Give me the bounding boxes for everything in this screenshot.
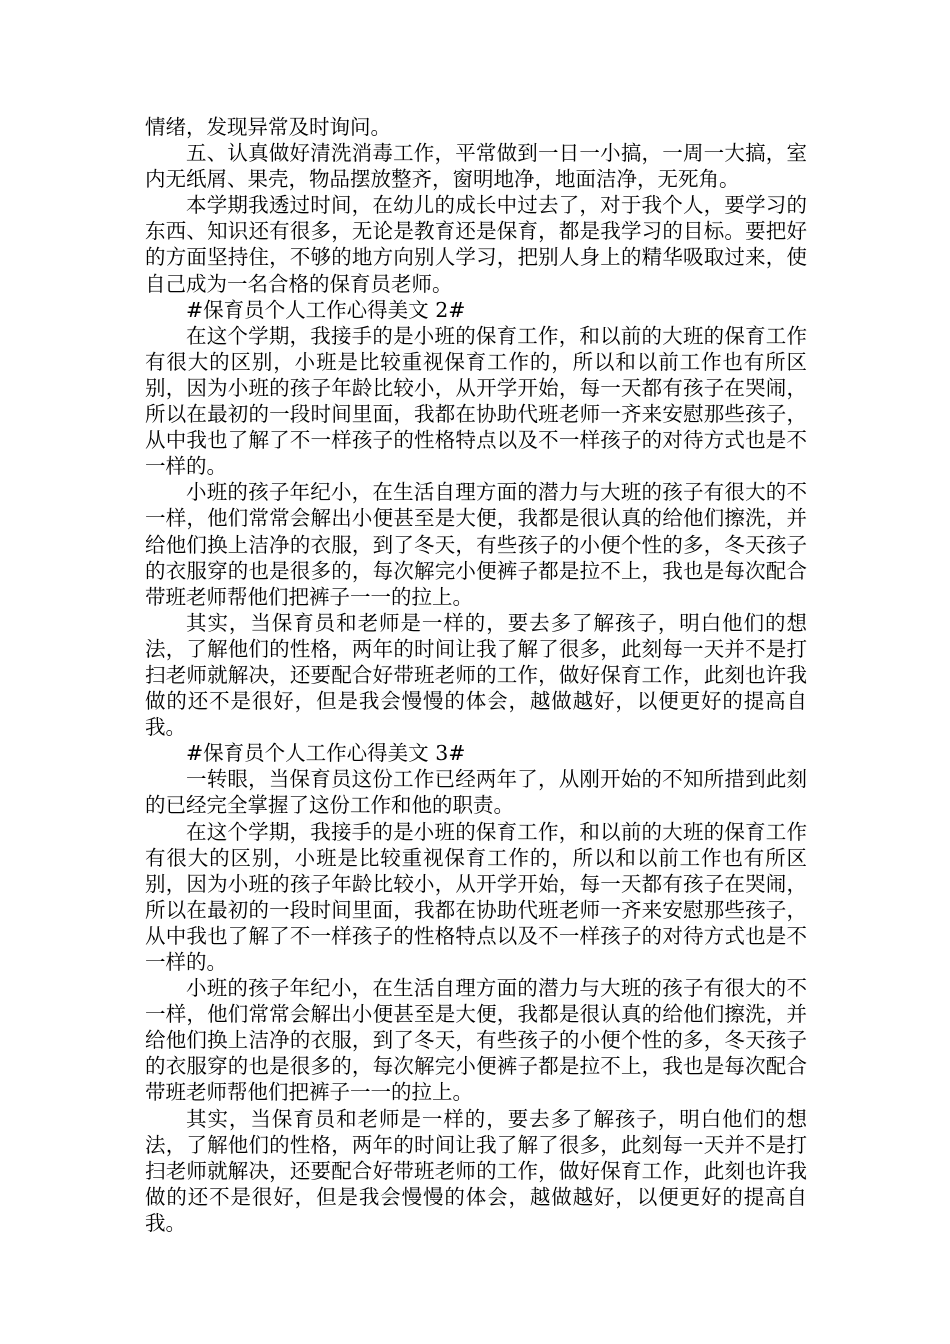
- document-page: [145, 114, 807, 1236]
- paragraph-reflection: 其实，当保育员和老师是一样的，要去多了解孩子，明白他们的想法，了解他们的性格，两年的时间让我了解了很多，此刻每一天并不是打扫老师就解决，还要配合好带班老师的工作，做好保育工作，此刻也许我做的还不是很好，但是我会慢慢的体会，越做越好，以便更好的提高自我。: [145, 610, 807, 740]
- paragraph-semester-summary: 本学期我透过时间，在幼儿的成长中过去了，对于我个人，要学习的东西、知识还有很多，无论是教育还是保育，都是我学习的目标。要把好的方面坚持住，不够的地方向别人学习，把别人身上的精华吸取过来，使自己成为一名合格的保育员老师。: [145, 193, 807, 296]
- section-heading-3: #保育员个人工作心得美文 3#: [186, 741, 466, 766]
- paragraph-small-class-work: 在这个学期，我接手的是小班的保育工作，和以前的大班的保育工作有很大的区别，小班是比较重视保育工作的，所以和以前工作也有所区别，因为小班的孩子年龄比较小，从开学开始，每一天都有孩子在哭闹，所以在最初的一段时间里面，我都在协助代班老师一齐来安慰那些孩子，从中我也了解了不一样孩子的性格特点以及不一样孩子的对待方式也是不一样的。: [145, 323, 807, 479]
- paragraph-self-care-repeat: 小班的孩子年纪小，在生活自理方面的潜力与大班的孩子有很大的不一样，他们常常会解出小便甚至是大便，我都是很认真的给他们擦洗，并给他们换上洁净的衣服，到了冬天，有些孩子的小便个性的多，冬天孩子的衣服穿的也是很多的，每次解完小便裤子都是拉不上，我也是每次配合带班老师帮他们把裤子一一的拉上。: [145, 976, 807, 1105]
- paragraph-self-care: 小班的孩子年纪小，在生活自理方面的潜力与大班的孩子有很大的不一样，他们常常会解出小便甚至是大便，我都是很认真的给他们擦洗，并给他们换上洁净的衣服，到了冬天，有些孩子的小便个性的多，冬天孩子的衣服穿的也是很多的，每次解完小便裤子都是拉不上，我也是每次配合带班老师帮他们把裤子一一的拉上。: [145, 480, 807, 609]
- paragraph-two-years: 一转眼，当保育员这份工作已经两年了，从刚开始的不知所措到此刻的已经完全掌握了这份工作和他的职责。: [145, 767, 807, 818]
- paragraph-continued: 情绪，发现异常及时询问。: [145, 115, 391, 139]
- paragraph-small-class-work-repeat: 在这个学期，我接手的是小班的保育工作，和以前的大班的保育工作有很大的区别，小班是比较重视保育工作的，所以和以前工作也有所区别，因为小班的孩子年龄比较小，从开学开始，每一天都有孩子在哭闹，所以在最初的一段时间里面，我都在协助代班老师一齐来安慰那些孩子，从中我也了解了不一样孩子的性格特点以及不一样孩子的对待方式也是不一样的。: [145, 819, 807, 974]
- section-heading-2: #保育员个人工作心得美文 2#: [186, 297, 466, 322]
- paragraph-cleaning-disinfection: 五、认真做好清洗消毒工作，平常做到一日一小搞，一周一大搞，室内无纸屑、果壳，物品摆放整齐，窗明地净，地面洁净，无死角。: [145, 141, 807, 192]
- paragraph-reflection-repeat: 其实，当保育员和老师是一样的，要去多了解孩子，明白他们的想法，了解他们的性格，两年的时间让我了解了很多，此刻每一天并不是打扫老师就解决，还要配合好带班老师的工作，做好保育工作，此刻也许我做的还不是很好，但是我会慢慢的体会，越做越好，以便更好的提高自我。: [145, 1106, 807, 1235]
